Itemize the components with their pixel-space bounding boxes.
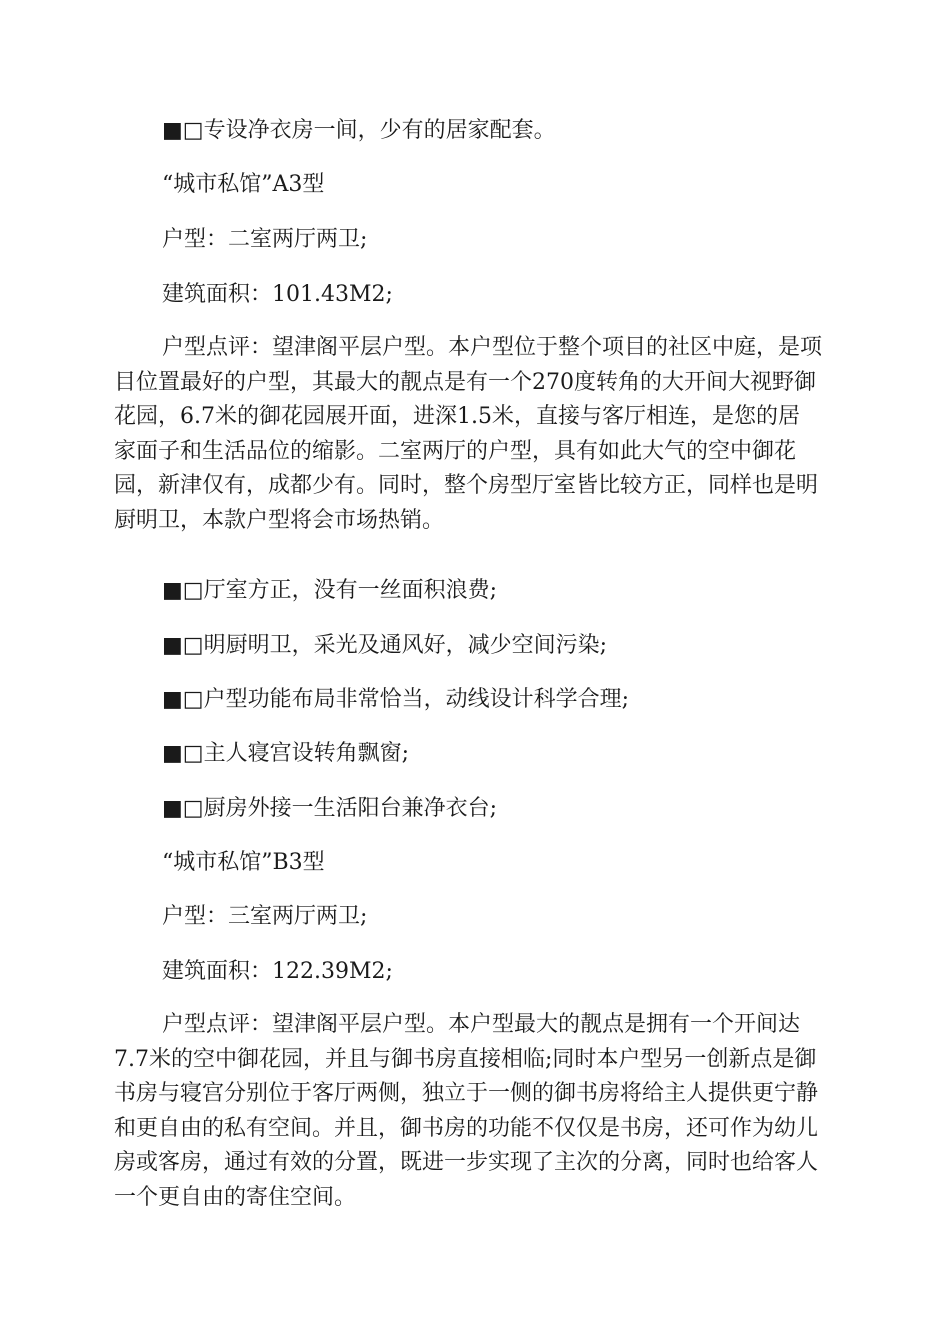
unit-title-a3: “城市私馆”A3型 bbox=[162, 172, 325, 197]
review-a3-line: 目位置最好的户型，其最大的靓点是有一个270度转角的大开间大视野御 bbox=[114, 369, 816, 395]
review-b3-line: 7.7米的空中御花园，并且与御书房直接相临;同时本户型另一创新点是御 bbox=[114, 1046, 817, 1072]
unit-layout-b3: 户型：三室两厅两卫; bbox=[162, 904, 368, 929]
review-b3-line: 户型点评：望津阁平层户型。本户型最大的靓点是拥有一个开间达 bbox=[162, 1012, 801, 1037]
feature-line-layout: ■□户型功能布局非常恰当，动线设计科学合理; bbox=[162, 687, 629, 712]
unit-title-b3: “城市私馆”B3型 bbox=[162, 850, 325, 875]
review-a3-line: 花园，6.7米的御花园展开面，进深1.5米，直接与客厅相连，是您的居 bbox=[114, 404, 800, 429]
review-paragraph-a3 bbox=[114, 331, 836, 538]
review-a3-line: 家面子和生活品位的缩影。二室两厅的户型，具有如此大气的空中御花 bbox=[114, 438, 797, 464]
unit-area-b3: 建筑面积：122.39M2; bbox=[162, 959, 393, 984]
feature-line-balcony: ■□厨房外接一生活阳台兼净衣台; bbox=[162, 796, 497, 821]
review-b3-line: 房或客房，通过有效的分置，既进一步实现了主次的分离，同时也给客人 bbox=[114, 1150, 819, 1175]
review-b3-line: 和更自由的私有空间。并且，御书房的功能不仅仅是书房，还可作为幼儿 bbox=[114, 1115, 819, 1141]
review-b3-line: 一个更自由的寄住空间。 bbox=[114, 1184, 357, 1210]
review-a3-line: 厨明卫，本款户型将会市场热销。 bbox=[114, 507, 445, 533]
feature-line-rooms: ■□厅室方正，没有一丝面积浪费; bbox=[162, 578, 497, 603]
feature-line-kitchen-bath: ■□明厨明卫，采光及通风好，减少空间污染; bbox=[162, 633, 607, 658]
unit-area-a3: 建筑面积：101.43M2; bbox=[162, 282, 393, 307]
review-a3-line: 园，新津仅有，成都少有。同时，整个房型厅室皆比较方正，同样也是明 bbox=[114, 473, 819, 498]
review-b3-line: 书房与寝宫分别位于客厅两侧，独立于一侧的御书房将给主人提供更宁静 bbox=[114, 1081, 819, 1106]
feature-line-laundry: ■□专设净衣房一间，少有的居家配套。 bbox=[162, 118, 556, 143]
feature-line-bay-window: ■□主人寝宫设转角飘窗; bbox=[162, 741, 409, 766]
review-paragraph-b3 bbox=[114, 1008, 836, 1215]
review-a3-line: 户型点评：望津阁平层户型。本户型位于整个项目的社区中庭，是项 bbox=[162, 335, 823, 360]
unit-layout-a3: 户型：二室两厅两卫; bbox=[162, 227, 368, 252]
